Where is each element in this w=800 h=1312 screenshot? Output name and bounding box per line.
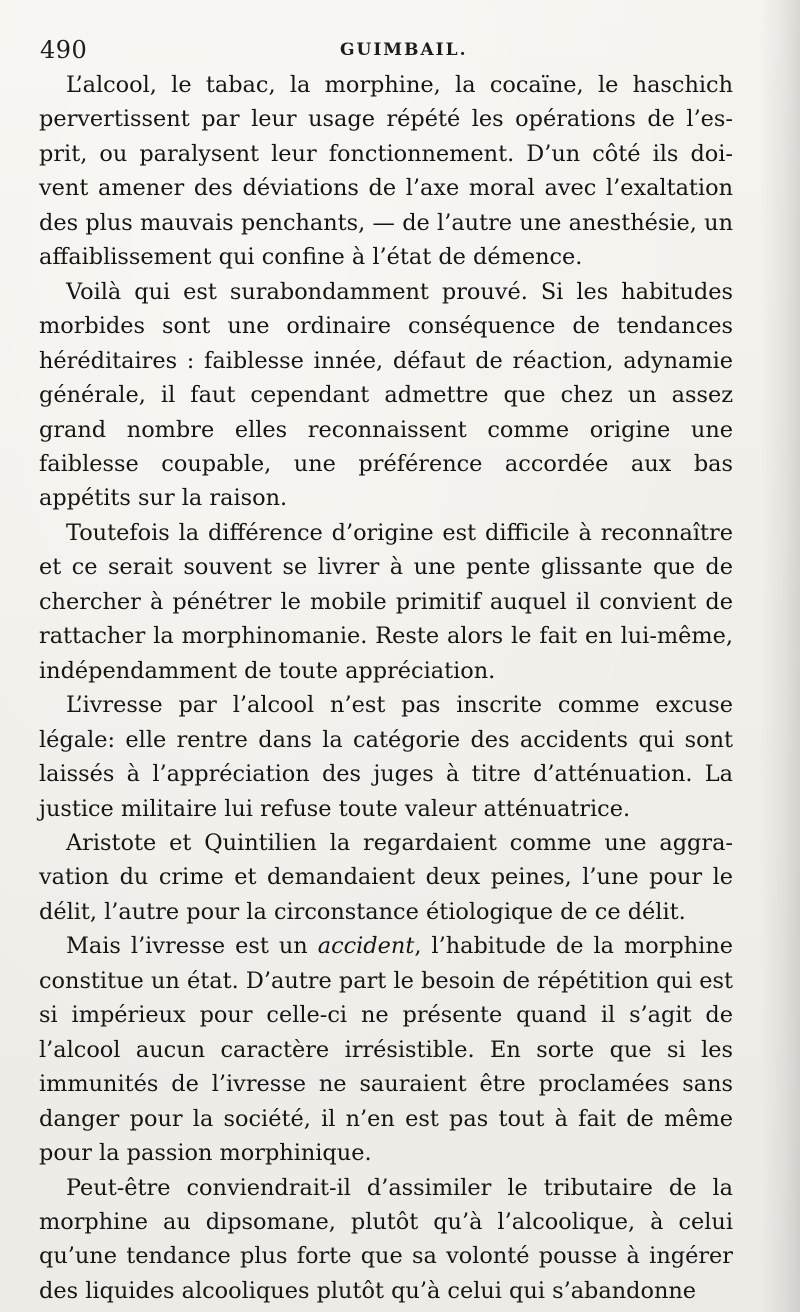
page-header	[40, 36, 740, 66]
paragraph: Aristote et Quintilien la regardaient comme une aggra-vation du crime et demandaient deux peines, l’une pour le délit, l’autre pour la circonstance étiologique de ce délit.	[39, 829, 733, 925]
paragraph: L’alcool, le tabac, la morphine, la cocaïne, le haschich pervertissent par leur usage répété les opérations de l’es-prit, ou paralysent leur fonctionnement. D’un côté ils doi-vent amener des déviations de l’axe moral avec l’exaltation des plus mauvais penchants, — de l’autre une anesthésie, un affaiblissement qui confine à l’état de démence.	[39, 72, 733, 271]
paragraph-text: , l’habitude de la morphine constitue un état. D’autre part le besoin de répétition qui est si impérieux pour celle-ci ne présente quand il s’agit de l’alcool aucun caractère irrésistible. En sorte que si les immunités de l’ivresse ne sauraient être proclamées sans danger pour la société, il n’en est pas tout à fait de même pour la passion morphinique.	[39, 933, 733, 1167]
running-head: GUIMBAIL.	[340, 40, 468, 60]
page-number: 490	[40, 36, 88, 64]
paragraph: L’ivresse par l’alcool n’est pas inscrite comme excuse légale: elle rentre dans la catégorie des accidents qui sont laissés à l’appréciation des juges à titre d’atténuation. La justice militaire lui refuse toute valeur atténuatrice.	[39, 692, 733, 822]
paragraph: Voilà qui est surabondamment prouvé. Si les habitudes morbides sont une ordinaire conséquence de tendances héréditaires : faiblesse innée, défaut de réaction, adynamie générale, il faut cependant admettre que chez un assez grand nombre elles reconnaissent comme origine une faiblesse coupable, une préférence accordée aux bas appétits sur la raison.	[39, 278, 733, 512]
paragraph: Peut-être conviendrait-il d’assimiler le tributaire de la morphine au dipsomane, plutôt qu’à l’alcoolique, à celui qu’une tendance plus forte que sa volonté pousse à ingérer des liquides alcooliques plutôt qu’à celui qui s’abandonne	[39, 1174, 733, 1304]
italic-term: accident	[317, 933, 415, 960]
paragraph: Toutefois la différence d’origine est difficile à reconnaître et ce serait souvent se livrer à une pente glissante que de chercher à pénétrer le mobile primitif auquel il convient de rattacher la morphinomanie. Reste alors le fait en lui-même, indépendamment de toute appréciation.	[39, 519, 733, 684]
paragraph	[39, 929, 733, 1170]
paragraph-text: Mais l’ivresse est un	[66, 933, 318, 960]
body-text	[39, 68, 733, 1308]
page-edge-shadow	[760, 0, 800, 1312]
